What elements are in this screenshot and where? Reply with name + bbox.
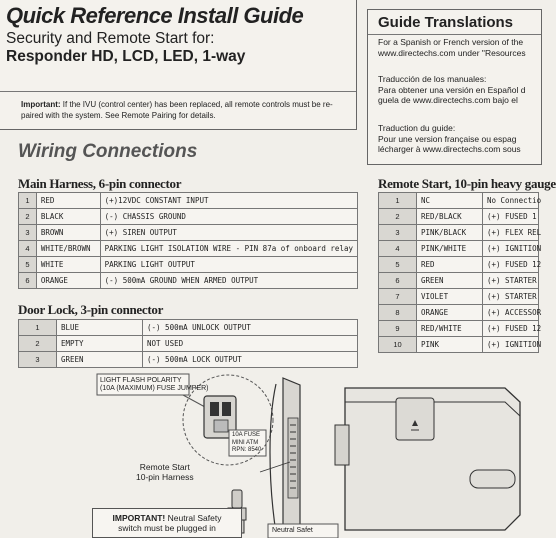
wire-color: ORANGE (417, 305, 483, 321)
wire-function: (+) FLEX REL (483, 225, 539, 241)
important-note: Important: If the IVU (control center) has been replaced, all remote controls must be re-paired with the system. See Remote Pairing for details. (21, 100, 333, 120)
wire-function: (+) FUSED 1 (483, 209, 539, 225)
wire-color: BLACK (36, 209, 100, 225)
pin-number: 6 (379, 273, 417, 289)
wire-color: GREEN (57, 352, 143, 368)
pin-number: 3 (19, 225, 37, 241)
wire-color: PINK/BLACK (417, 225, 483, 241)
pin-number: 1 (19, 320, 57, 336)
wire-color: PINK/WHITE (417, 241, 483, 257)
wire-color: ORANGE (36, 273, 100, 289)
pin-number: 2 (19, 209, 37, 225)
guide-title: Quick Reference Install Guide (6, 3, 304, 28)
wire-color: GREEN (417, 273, 483, 289)
wire-function: (-) 500mA LOCK OUTPUT (143, 352, 358, 368)
wire-color: RED (417, 257, 483, 273)
neutral-safety-label: Neutral Safet (272, 527, 313, 534)
wire-function: NOT USED (143, 336, 358, 352)
wire-color: RED/WHITE (417, 321, 483, 337)
wire-function: (+) IGNITION (483, 241, 539, 257)
wire-function: (-) 500mA GROUND WHEN ARMED OUTPUT (100, 273, 357, 289)
english-text: For a Spanish or French version of the www.directechs.com under "Resources (378, 37, 526, 58)
wire-function: (+) FUSED 12 (483, 321, 539, 337)
pin-number: 3 (19, 352, 57, 368)
pin-number: 1 (19, 193, 37, 209)
wire-color: NC (417, 193, 483, 209)
pin-number: 2 (379, 209, 417, 225)
wire-color: WHITE (36, 257, 100, 273)
wire-function: (+) STARTER (483, 289, 539, 305)
light-flash-label: LIGHT FLASH POLARITY (10A (MAXIMUM) FUSE JUMPER) (100, 377, 209, 392)
wiring-connections-title: Wiring Connections (18, 141, 198, 162)
guide-subtitle: Security and Remote Start for: (6, 30, 215, 47)
guide-models: Responder HD, LCD, LED, 1-way (6, 48, 246, 65)
fuse-cover (396, 398, 434, 440)
main-harness-title: Main Harness, 6-pin connector (18, 176, 182, 191)
wire-function: No Connectio (483, 193, 539, 209)
neutral-safety-warning: IMPORTANT! Neutral Safety switch must be plugged in (92, 508, 242, 538)
pin-number: 10 (379, 337, 417, 353)
wire-function: PARKING LIGHT ISOLATION WIRE - PIN 87a of onboard relay (100, 241, 357, 257)
wire-color: BROWN (36, 225, 100, 241)
wire-function: (+) FUSED 12 (483, 257, 539, 273)
wire-color: EMPTY (57, 336, 143, 352)
pin-number: 4 (379, 241, 417, 257)
wire-color: VIOLET (417, 289, 483, 305)
pin-number: 8 (379, 305, 417, 321)
wire-color: PINK (417, 337, 483, 353)
pin-number: 5 (379, 257, 417, 273)
wire-function: PARKING LIGHT OUTPUT (100, 257, 357, 273)
translations-title: Guide Translations (378, 14, 514, 31)
wire-function: (+) ACCESSOR (483, 305, 539, 321)
pin-number: 6 (19, 273, 37, 289)
wire-function: (+) STARTER (483, 273, 539, 289)
pin-number: 5 (19, 257, 37, 273)
remote-start-title: Remote Start, 10-pin heavy gauge (378, 176, 556, 191)
pin-number: 2 (19, 336, 57, 352)
wire-color: BLUE (57, 320, 143, 336)
pin-number: 4 (19, 241, 37, 257)
wire-color: WHITE/BROWN (36, 241, 100, 257)
remote-start-harness-label: Remote Start 10-pin Harness (136, 462, 194, 482)
pin-number: 9 (379, 321, 417, 337)
wire-color: RED (36, 193, 100, 209)
pin-number: 3 (379, 225, 417, 241)
pin-number: 7 (379, 289, 417, 305)
spanish-text: Traducción de los manuales: Para obtener una versión en Español d guela de www.directechs.com bajo el (378, 74, 526, 105)
wire-function: (-) CHASSIS GROUND (100, 209, 357, 225)
door-lock-title: Door Lock, 3-pin connector (18, 302, 164, 317)
wire-function: (+)12VDC CONSTANT INPUT (100, 193, 357, 209)
pin-number: 1 (379, 193, 417, 209)
french-text: Traduction du guide: Pour une version française ou espag lécharger à www.directechs.com sous (378, 123, 521, 154)
wire-function: (+) SIREN OUTPUT (100, 225, 357, 241)
fuse-label: 10A FUSE MINI ATM RPN: 8540 (232, 432, 262, 453)
wire-function: (-) 500mA UNLOCK OUTPUT (143, 320, 358, 336)
wire-color: RED/BLACK (417, 209, 483, 225)
wire-function: (+) IGNITION (483, 337, 539, 353)
